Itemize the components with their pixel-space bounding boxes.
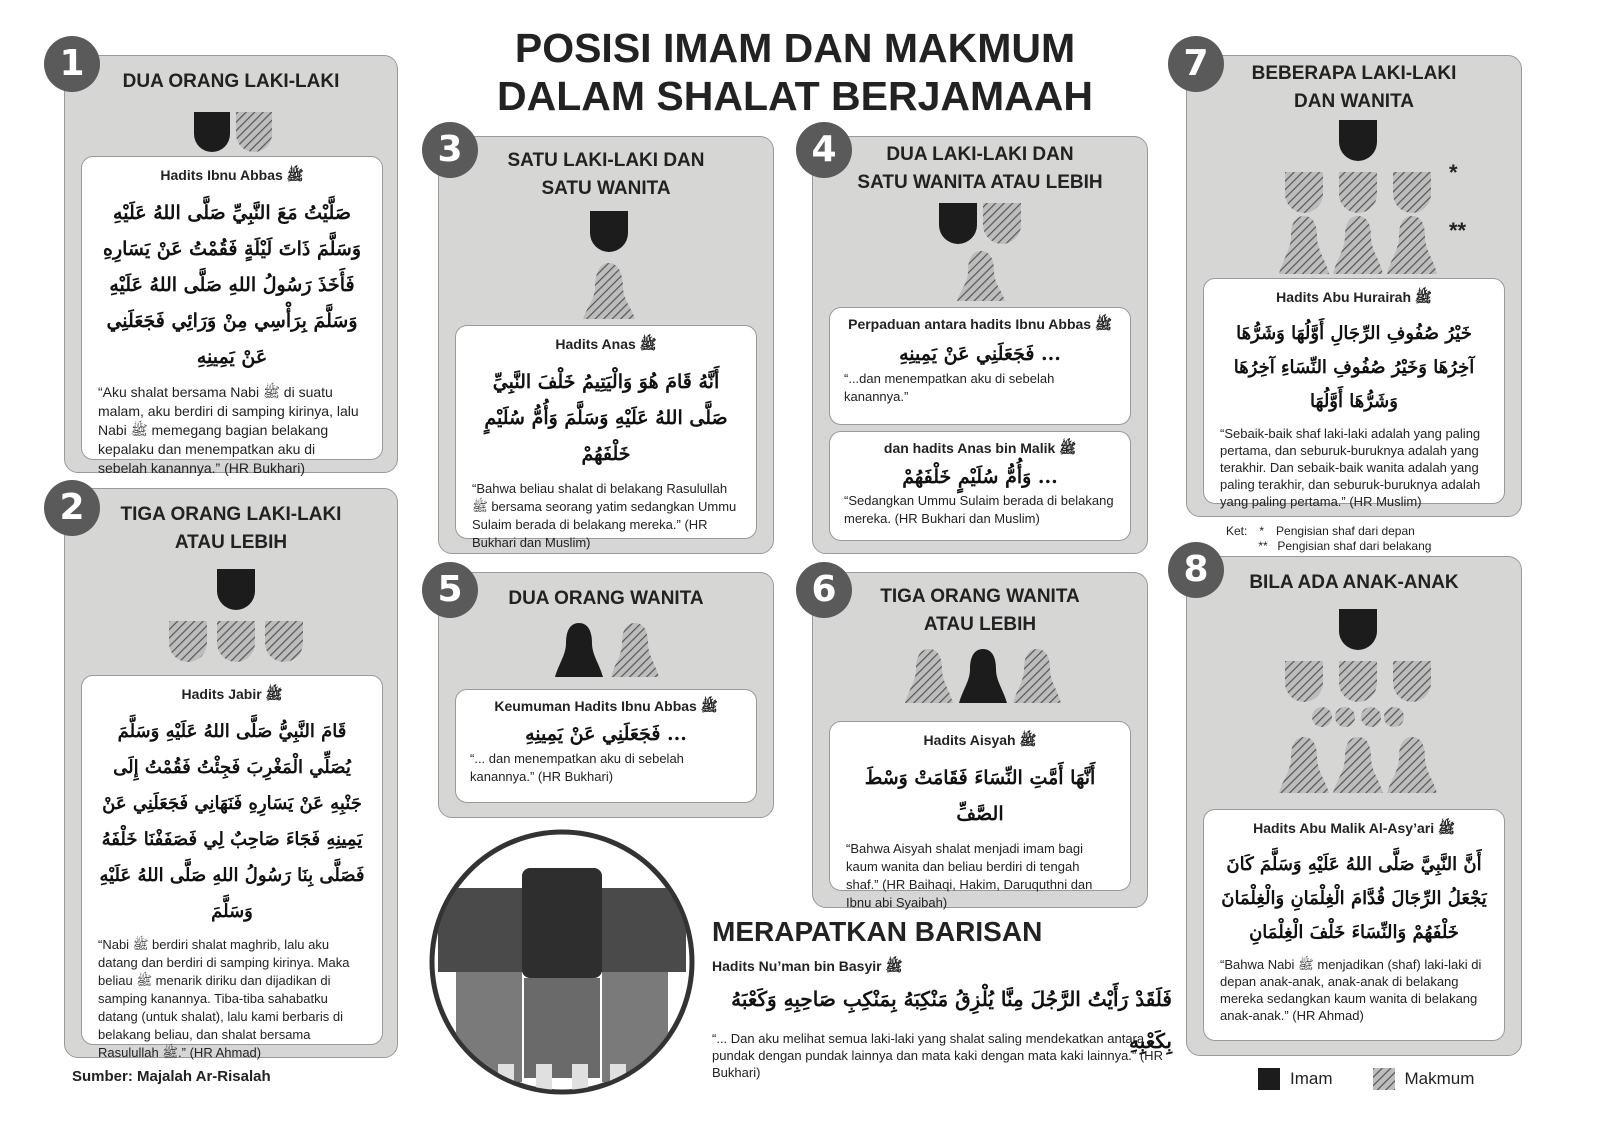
- ket-mark-1: *: [1259, 524, 1265, 538]
- child-icon: [1335, 707, 1355, 727]
- panel-7-source: Hadits Abu Hurairah ﷺ: [1276, 289, 1432, 305]
- panel-3-arabic: أَنَّهُ قَامَ هُوَ وَالْيَتِيمُ خَلْفَ النَّبِيِّ صَلَّى اللهُ عَلَيْهِ وَسَلَّمَ وَأُمُّ سُلَيْمٍ خَلْفَهُمْ: [484, 371, 728, 465]
- panel-6-figure: [901, 647, 1065, 709]
- panel-7-translation: “Sebaik-baik shaf laki-laki adalah yang paling pertama, dan seburuk-buruknya adalah yang terakhir. Dan sebaik-baik wanita adalah yang paling terakhir, dan seburuk-buruknya adalah yang paling pertama.” (HR Muslim): [1220, 426, 1481, 509]
- makmum-icon: [265, 621, 303, 662]
- panel-5-source: Keumuman Hadits Ibnu Abbas ﷺ: [494, 698, 718, 714]
- panel-4: [812, 136, 1148, 554]
- makmum-icon: [236, 112, 272, 152]
- makmum-woman-icon: [583, 263, 635, 319]
- panel-2-card: [81, 675, 383, 1060]
- ket-mark-2: **: [1258, 539, 1268, 553]
- panel-6-source: Hadits Aisyah ﷺ: [923, 732, 1037, 748]
- makmum-woman-icon: [905, 649, 953, 703]
- panel-8-title: BILA ADA ANAK-ANAK: [1249, 572, 1459, 593]
- child-icon: [1384, 707, 1404, 727]
- panel-1-figure: [190, 108, 280, 154]
- panel-8-translation: “Bahwa Nabi ﷺ menjadikan (shaf) laki-laki di depan anak-anak, anak-anak di belakang mereka sedangkan kaum wanita di belakang anak-anak.” (HR Ahmad): [1220, 957, 1482, 1023]
- makmum-woman-icon: [957, 251, 1005, 301]
- panel-2-arabic: قَامَ النَّبِيُّ صَلَّى اللهُ عَلَيْهِ وَسَلَّمَ يُصَلِّي الْمَغْرِبَ فَجِئْتُ فَقُمْتُ إِلَى جَنْبِهِ عَنْ يَسَارِهِ فَنَهَانِي فَجَعَلَنِي عَنْ يَمِينِهِ فَجَاءَ صَاحِبٌ لِي فَصَفَفْنَا خَلْفَهُ فَصَلَّى بِنَا رَسُولُ اللهِ صَلَّى اللهُ عَلَيْهِ وَسَلَّمَ: [99, 721, 365, 922]
- panel-7: [1186, 55, 1522, 517]
- legend-imam-label: Imam: [1290, 1069, 1333, 1088]
- makmum-woman-icon: [1387, 737, 1437, 793]
- ket-text-1: Pengisian shaf dari depan: [1276, 524, 1415, 538]
- main-title-line2: DALAM SHALAT BERJAMAAH: [497, 73, 1093, 119]
- barisan-source: Hadits Nu’man bin Basyir ﷺ: [712, 958, 903, 974]
- panel-7-card: [1203, 278, 1505, 509]
- barisan-illustration: [428, 828, 696, 1096]
- panel-8-source: Hadits Abu Malik Al-Asy’ari ﷺ: [1253, 820, 1455, 836]
- panel-6-arabic: أَنَّهَا أَمَّتِ النِّسَاءَ فَقَامَتْ وَسْطَ الصَّفِّ: [864, 767, 1096, 825]
- makmum-woman-icon: [1333, 216, 1383, 274]
- ket-legend: [1226, 524, 1431, 554]
- panel-4-translation-1: “...dan menempatkan aku di sebelah kanannya.”: [844, 371, 1055, 404]
- panel-5: [438, 572, 774, 818]
- makmum-icon: [1339, 661, 1377, 702]
- panel-4-source-2: dan hadits Anas bin Malik ﷺ: [883, 440, 1077, 456]
- panel-4-card-2: [829, 431, 1131, 541]
- panel-4-card-1: [829, 307, 1131, 425]
- imam-icon: [1339, 120, 1377, 161]
- makmum-woman-icon: [1333, 737, 1383, 793]
- panel-7-mark-2: **: [1449, 218, 1467, 243]
- panel-2-title: TIGA ORANG LAKI-LAKI ATAU LEBIH: [120, 504, 342, 553]
- panel-7-number: 7: [1168, 36, 1224, 92]
- panel-7-title: BEBERAPA LAKI-LAKI DAN WANITA: [1251, 63, 1457, 112]
- panel-3-figure: [579, 207, 639, 325]
- panel-3-number: 3: [422, 122, 478, 178]
- makmum-woman-icon: [1279, 216, 1329, 274]
- panel-1-arabic: صَلَّيْتُ مَعَ النَّبِيِّ صَلَّى اللهُ عَلَيْهِ وَسَلَّمَ ذَاتَ لَيْلَةٍ فَقُمْتُ عَنْ يَسَارِهِ فَأَخَذَ رَسُولُ اللهِ صَلَّى اللهُ عَلَيْهِ وَسَلَّمَ بِرَأْسِي مِنْ وَرَائِي فَجَعَلَنِي عَنْ يَمِينِهِ: [102, 202, 362, 368]
- makmum-icon: [1393, 172, 1431, 213]
- makmum-icon: [1285, 172, 1323, 213]
- panel-3-source: Hadits Anas ﷺ: [555, 336, 657, 352]
- panel-8-number: 8: [1168, 542, 1224, 598]
- panel-7-figure: [1273, 116, 1443, 292]
- imam-icon: [194, 112, 230, 152]
- panel-2-number: 2: [44, 480, 100, 536]
- ket-text-2: Pengisian shaf dari belakang: [1277, 539, 1432, 553]
- imam-woman-icon: [555, 623, 603, 677]
- panel-5-card: [455, 689, 757, 803]
- panel-1-translation: “Aku shalat bersama Nabi ﷺ di suatu malam, aku berdiri di samping kirinya, lalu Nabi ﷺ memegang bagian belakang kepalaku dan menempatkan aku di sebelah kanannya.” (HR Bukhari): [98, 384, 359, 476]
- makmum-woman-icon: [1279, 737, 1329, 793]
- panel-4-title: DUA LAKI-LAKI DAN SATU WANITA ATAU LEBIH: [857, 144, 1103, 193]
- panel-6: [812, 572, 1148, 908]
- panel-2-source: Hadits Jabir ﷺ: [181, 686, 283, 702]
- panel-8-card: [1203, 809, 1505, 1041]
- panel-4-source-1: Perpaduan antara hadits Ibnu Abbas ﷺ: [848, 316, 1112, 332]
- panel-8-figure: [1273, 605, 1443, 797]
- makmum-woman-icon: [1013, 649, 1061, 703]
- panel-6-title: TIGA ORANG WANITA ATAU LEBIH: [880, 586, 1080, 635]
- imam-icon: [590, 211, 628, 252]
- panel-2: [64, 488, 398, 1058]
- panel-3: [438, 136, 774, 554]
- imam-icon: [939, 203, 977, 244]
- makmum-icon: [217, 621, 255, 662]
- makmum-woman-icon: [1387, 216, 1437, 274]
- panel-5-arabic: ... فَجَعَلَنِي عَنْ يَمِينِهِ: [525, 723, 687, 745]
- imam-icon: [1339, 609, 1377, 650]
- imam-woman-icon: [959, 649, 1007, 703]
- legend: [1258, 1068, 1474, 1090]
- panel-5-number: 5: [422, 562, 478, 618]
- barisan-title: MERAPATKAN BARISAN: [712, 916, 1043, 947]
- panel-7-arabic: خَيْرُ صُفُوفِ الرِّجَالِ أَوَّلُهَا وَشَرُّهَا آخِرُهَا وَخَيْرُ صُفُوفِ النِّسَاءِ آخِرُهَا وَشَرُّهَا أَوَّلُهَا: [1233, 323, 1475, 412]
- makmum-icon: [983, 203, 1021, 244]
- panel-4-arabic-2: ... وَأُمُّ سُلَيْمٍ خَلْفَهُمْ: [902, 466, 1058, 488]
- makmum-woman-icon: [611, 623, 659, 677]
- panel-1-card: [81, 156, 383, 476]
- panel-5-translation: “... dan menempatkan aku di sebelah kanannya.” (HR Bukhari): [470, 751, 684, 784]
- panel-6-translation: “Bahwa Aisyah shalat menjadi imam bagi kaum wanita dan beliau berdiri di tengah shaf.” (HR Baihaqi, Hakim, Daruquthni dan Ibnu abi Syaibah): [846, 841, 1093, 910]
- panel-1-number: 1: [44, 36, 100, 92]
- legend-makmum-label: Makmum: [1404, 1069, 1475, 1088]
- main-title-line1: POSISI IMAM DAN MAKMUM: [514, 25, 1076, 71]
- panel-3-title: SATU LAKI-LAKI DAN SATU WANITA: [507, 150, 705, 199]
- makmum-icon: [1285, 661, 1323, 702]
- child-icon: [1312, 707, 1332, 727]
- panel-1: [64, 55, 398, 476]
- panel-5-title: DUA ORANG WANITA: [508, 588, 704, 609]
- panel-7-mark-1: *: [1449, 160, 1458, 185]
- panel-1-source: Hadits Ibnu Abbas ﷺ: [160, 167, 304, 183]
- panel-1-title: DUA ORANG LAKI-LAKI: [122, 71, 340, 92]
- makmum-icon: [1393, 661, 1431, 702]
- legend-imam-swatch: [1258, 1068, 1280, 1090]
- panel-4-translation-2: “Sedangkan Ummu Sulaim berada di belakang mereka. (HR Bukhari dan Muslim): [844, 493, 1114, 526]
- panel-4-arabic-1: ... فَجَعَلَنِي عَنْ يَمِينِهِ: [899, 343, 1061, 365]
- child-icon: [1361, 707, 1381, 727]
- panel-3-translation: “Bahwa beliau shalat di belakang Rasulullah ﷺ bersama seorang yatim sedangkan Ummu Sulaim berada di belakang mereka.” (HR Bukhari dan Muslim): [472, 481, 737, 550]
- panel-8: [1186, 556, 1522, 1056]
- barisan-arabic: فَلَقَدْ رَأَيْتُ الرَّجُلَ مِنَّا يُلْزِقُ مَنْكِبَهُ بِمَنْكِبِ صَاحِبِهِ وَكَعْبَهُ بِكَعْبِهِ: [731, 987, 1172, 1053]
- panel-5-figure: [549, 621, 669, 683]
- panel-6-number: 6: [796, 562, 852, 618]
- panel-6-card: [829, 721, 1131, 910]
- panel-3-card: [455, 325, 757, 550]
- legend-makmum-swatch: [1373, 1068, 1395, 1090]
- panel-4-number: 4: [796, 122, 852, 178]
- panel-2-figure: [165, 565, 315, 665]
- barisan-translation: “... Dan aku melihat semua laki-laki yang shalat saling mendekatkan antara pundak dengan pundak lainnya dan mata kaki dengan mata kaki lainnya.” (HR Bukhari): [712, 1031, 1163, 1080]
- ket-label: Ket:: [1226, 524, 1248, 538]
- source-footer: Sumber: Majalah Ar-Risalah: [72, 1068, 271, 1085]
- panel-8-arabic: أَنَّ النَّبِيَّ صَلَّى اللهُ عَلَيْهِ وَسَلَّمَ كَانَ يَجْعَلُ الرِّجَالَ قُدَّامَ الْغِلْمَانِ وَالْغِلْمَانَ خَلْفَهُمْ وَالنِّسَاءَ خَلْفَ الْغِلْمَانِ: [1221, 854, 1487, 943]
- makmum-icon: [169, 621, 207, 662]
- panel-2-translation: “Nabi ﷺ berdiri shalat maghrib, lalu aku datang dan berdiri di samping kirinya. Maka beliau ﷺ menarik diriku dan dijadikan di samping kanannya. Tiba-tiba sahabatku datang (untuk shalat), lalu kami berbaris di belakang beliau, dan shalat bersama Rasulullah ﷺ.” (HR Ahmad): [98, 937, 350, 1060]
- panel-4-figure: [931, 199, 1031, 303]
- imam-icon: [217, 569, 255, 610]
- makmum-icon: [1339, 172, 1377, 213]
